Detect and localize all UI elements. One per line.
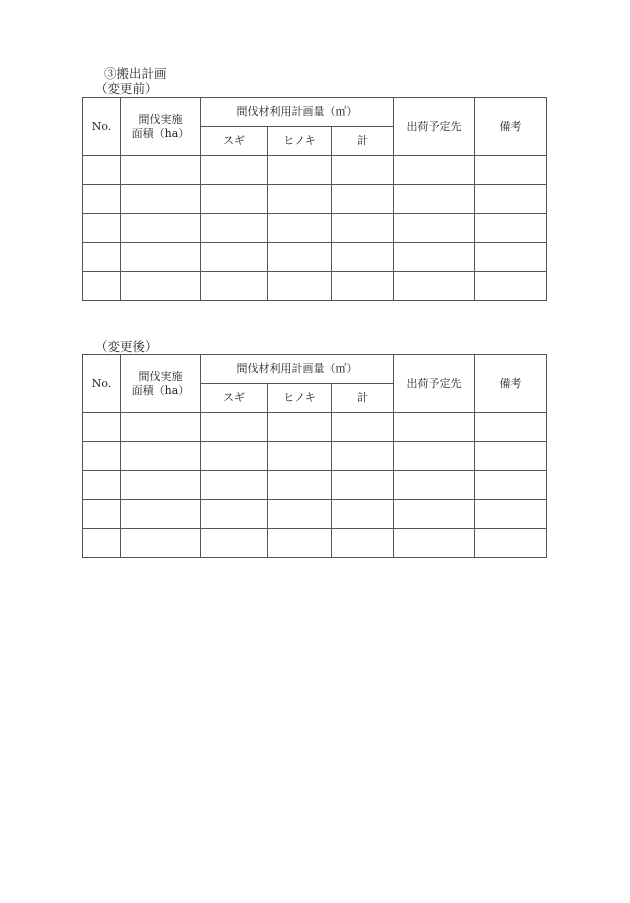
- table-row: [83, 185, 547, 214]
- cell[interactable]: [268, 156, 332, 185]
- cell[interactable]: [394, 243, 475, 272]
- header-destination: 出荷予定先: [394, 355, 475, 413]
- header-total: 計: [332, 127, 394, 156]
- cell[interactable]: [121, 243, 201, 272]
- cell[interactable]: [268, 185, 332, 214]
- cell[interactable]: [201, 243, 268, 272]
- header-thinning-area-line2: 面積（ha）: [131, 126, 190, 140]
- cell[interactable]: [201, 214, 268, 243]
- cell[interactable]: [394, 529, 475, 558]
- cell[interactable]: [475, 413, 547, 442]
- cell[interactable]: [394, 156, 475, 185]
- cell[interactable]: [201, 272, 268, 301]
- cell[interactable]: [394, 442, 475, 471]
- cell[interactable]: [268, 214, 332, 243]
- table-row: [83, 471, 547, 500]
- cell[interactable]: [475, 529, 547, 558]
- header-thinning-area: [121, 98, 201, 156]
- cell[interactable]: [201, 529, 268, 558]
- cell[interactable]: [268, 413, 332, 442]
- table-row: [83, 500, 547, 529]
- cell[interactable]: [394, 272, 475, 301]
- cell[interactable]: [475, 156, 547, 185]
- cell[interactable]: [121, 185, 201, 214]
- cell[interactable]: [332, 156, 394, 185]
- cell[interactable]: [394, 413, 475, 442]
- table-row: [83, 529, 547, 558]
- header-thinning-area: [121, 355, 201, 413]
- cell[interactable]: [332, 243, 394, 272]
- cell[interactable]: [268, 471, 332, 500]
- header-volume-group: 間伐材利用計画量（㎥）: [201, 355, 394, 384]
- cell[interactable]: [332, 442, 394, 471]
- cell[interactable]: [83, 214, 121, 243]
- header-thinning-area-line1: 間伐実施: [138, 369, 183, 383]
- cell[interactable]: [394, 471, 475, 500]
- cell[interactable]: [83, 243, 121, 272]
- cell[interactable]: [83, 156, 121, 185]
- cell[interactable]: [332, 272, 394, 301]
- cell[interactable]: [332, 185, 394, 214]
- cell[interactable]: [268, 529, 332, 558]
- cell[interactable]: [83, 185, 121, 214]
- cell[interactable]: [394, 185, 475, 214]
- table-row: [83, 272, 547, 301]
- header-volume-group: 間伐材利用計画量（㎥）: [201, 98, 394, 127]
- cell[interactable]: [268, 272, 332, 301]
- cell[interactable]: [83, 413, 121, 442]
- header-thinning-area-line1: 間伐実施: [138, 112, 183, 126]
- cell[interactable]: [121, 471, 201, 500]
- cell[interactable]: [201, 500, 268, 529]
- cell[interactable]: [394, 214, 475, 243]
- cell[interactable]: [332, 471, 394, 500]
- cell[interactable]: [332, 413, 394, 442]
- cell[interactable]: [121, 413, 201, 442]
- cell[interactable]: [268, 442, 332, 471]
- cell[interactable]: [475, 185, 547, 214]
- harvest-plan-table-after: [82, 354, 547, 558]
- table-caption-after: （変更後）: [95, 339, 158, 354]
- cell[interactable]: [332, 500, 394, 529]
- cell[interactable]: [83, 500, 121, 529]
- header-hinoki: ヒノキ: [268, 127, 332, 156]
- cell[interactable]: [201, 471, 268, 500]
- table-row: [83, 243, 547, 272]
- cell[interactable]: [475, 500, 547, 529]
- cell[interactable]: [332, 529, 394, 558]
- cell[interactable]: [475, 272, 547, 301]
- cell[interactable]: [201, 442, 268, 471]
- cell[interactable]: [83, 272, 121, 301]
- table-row: [83, 156, 547, 185]
- header-sugi: スギ: [201, 127, 268, 156]
- cell[interactable]: [121, 442, 201, 471]
- cell[interactable]: [475, 214, 547, 243]
- table-row: [83, 214, 547, 243]
- cell[interactable]: [121, 214, 201, 243]
- cell[interactable]: [83, 471, 121, 500]
- cell[interactable]: [475, 442, 547, 471]
- harvest-plan-table-before: [82, 97, 547, 301]
- cell[interactable]: [268, 243, 332, 272]
- header-no: No.: [83, 98, 121, 156]
- cell[interactable]: [83, 442, 121, 471]
- cell[interactable]: [475, 471, 547, 500]
- cell[interactable]: [268, 500, 332, 529]
- header-remarks: 備考: [475, 355, 547, 413]
- header-hinoki: ヒノキ: [268, 384, 332, 413]
- header-total: 計: [332, 384, 394, 413]
- header-destination: 出荷予定先: [394, 98, 475, 156]
- cell[interactable]: [121, 272, 201, 301]
- section-title: ③搬出計画: [104, 66, 167, 81]
- cell[interactable]: [332, 214, 394, 243]
- cell[interactable]: [121, 156, 201, 185]
- cell[interactable]: [394, 500, 475, 529]
- cell[interactable]: [201, 413, 268, 442]
- header-thinning-area-line2: 面積（ha）: [131, 383, 190, 397]
- cell[interactable]: [201, 185, 268, 214]
- table-row: [83, 442, 547, 471]
- cell[interactable]: [201, 156, 268, 185]
- cell[interactable]: [83, 529, 121, 558]
- cell[interactable]: [121, 529, 201, 558]
- header-sugi: スギ: [201, 384, 268, 413]
- table-row: [83, 413, 547, 442]
- cell[interactable]: [475, 243, 547, 272]
- table-caption-before: （変更前）: [95, 81, 158, 96]
- header-remarks: 備考: [475, 98, 547, 156]
- cell[interactable]: [121, 500, 201, 529]
- header-no: No.: [83, 355, 121, 413]
